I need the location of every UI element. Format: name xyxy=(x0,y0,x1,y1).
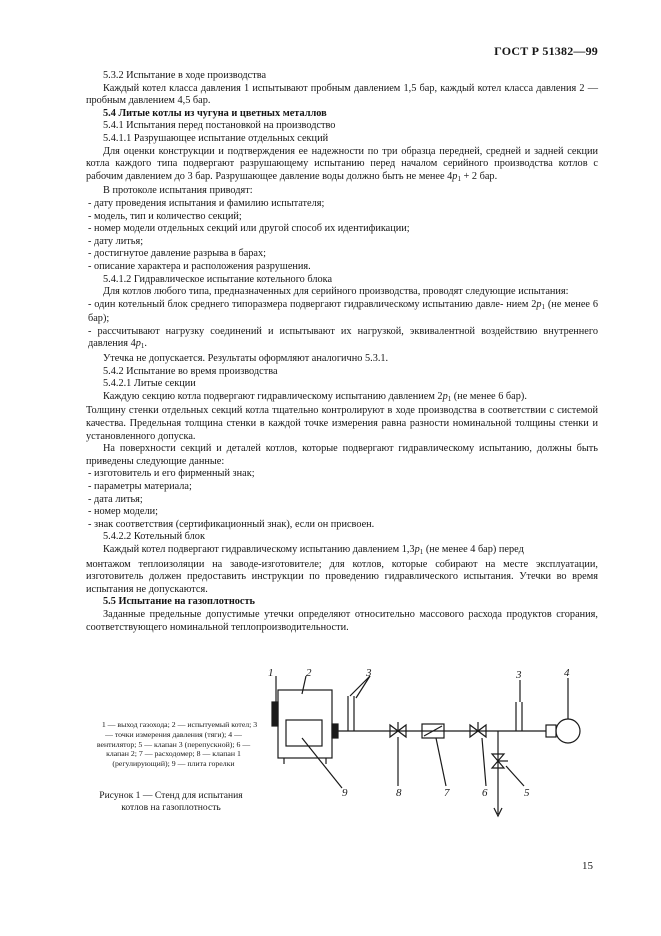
paragraph: Утечка не допускается. Результаты оформляют аналогично 5.3.1. xyxy=(103,353,389,365)
paragraph: Заданные предельные допустимые утечки определяют относительно массового расхода продуктов сгорания, соответствующего номинальной теплопроизводительности. xyxy=(86,608,598,633)
label-9: 9 xyxy=(342,787,348,799)
label-2: 2 xyxy=(306,668,312,679)
paragraph: Каждый котел класса давления 1 испытывают пробным давлением 1,5 бар, каждый котел класса давления 2 — пробным давлением 4,5 бар. xyxy=(86,82,598,107)
section-heading: 5.4.1 Испытания перед постановкой на производство xyxy=(103,120,336,132)
list-item: - рассчитывают нагрузку соединений и испытывают их нагрузкой, эквивалентной воздействию внутреннего давления $4p_1$. xyxy=(88,325,598,351)
burner-plate xyxy=(286,720,322,746)
test-stand-diagram xyxy=(262,668,592,828)
figure-legend: 1 — выход газохода; 2 — испытуемый котел; 3 — точки измерения давления (тяги); 4 — вентилятор; 5 — клапан 3 (перепускной); 6 — клапан 2; 7 — расходомер; 8 — клапан 1 (регулирующий); 9 — плита горелки xyxy=(96,720,258,769)
label-6: 6 xyxy=(482,787,488,799)
flue-outlet xyxy=(272,702,278,726)
label-3a: 3 xyxy=(366,668,372,679)
paragraph: монтажом теплоизоляции на заводе-изготовителе; для котлов, которые собирают на месте эксплуатации, изготовитель должен предоставить инструкции по проведению гидравлического испытания. Утечки во время испытания не допускаются. xyxy=(86,558,598,595)
list-item: - дату проведения испытания и фамилию испытателя; xyxy=(88,197,325,209)
leader-line xyxy=(482,738,486,786)
section-heading: 5.4.1.1 Разрушающее испытание отдельных секций xyxy=(103,132,329,144)
paragraph: Толщину стенки отдельных секций котла тщательно контролируют в ходе производства в соответствии с системой качества. Предельная толщина стенки в каждой точке измерения равна разности номинальной толщины стенки и установленного допуска. xyxy=(86,405,598,442)
section-heading: 5.4 Литые котлы из чугуна и цветных металлов xyxy=(103,107,327,119)
paragraph: Для оценки конструкции и подтверждения ее надежности по три образца передней, средней и задней секции котла каждого типа подвергают разрушающему испытанию перед началом серийного производства котлов с рабочим давлением до 3 бар. Разрушающее давление воды должно быть не менее $4p_1 + 2$ бар. xyxy=(86,145,598,183)
section-heading: 5.4.2.2 Котельный блок xyxy=(103,531,205,543)
fan-housing xyxy=(546,725,556,737)
section-heading: 5.5 Испытание на газоплотность xyxy=(103,596,255,608)
document-body xyxy=(86,70,598,634)
page-number: 15 xyxy=(582,860,593,872)
caption-line: Рисунок 1 — Стенд для испытания xyxy=(99,790,243,801)
list-item: - номер модели отдельных секций или другой способ их идентификации; xyxy=(88,223,410,235)
list-item: - параметры материала; xyxy=(88,481,192,492)
list-item: - описание характера и расположения разрушения. xyxy=(88,260,311,272)
label-4: 4 xyxy=(564,668,570,679)
label-7: 7 xyxy=(444,787,450,799)
standard-header: ГОСТ Р 51382—99 xyxy=(494,44,598,58)
section-heading: 5.4.2 Испытание во время производства xyxy=(103,365,278,377)
list-item: - знак соответствия (сертификационный знак), если он присвоен. xyxy=(88,518,375,530)
leader-line xyxy=(436,738,446,786)
caption-line: котлов на газоплотность xyxy=(121,801,221,813)
list-item: - модель, тип и количество секций; xyxy=(88,210,242,222)
leader-line xyxy=(356,676,370,698)
section-heading: 5.4.2.1 Литые секции xyxy=(103,378,196,390)
paragraph: Каждую секцию котла подвергают гидравлическому испытанию давлением $2p_1$ (не менее 6 бар). xyxy=(103,390,527,403)
fan xyxy=(556,719,580,743)
list-item: - номер модели; xyxy=(88,506,158,518)
paragraph: Для котлов любого типа, предназначенных для серийного производства, проводят следующие испытания: xyxy=(103,286,569,298)
label-1: 1 xyxy=(268,668,274,679)
paragraph: Каждый котел подвергают гидравлическому испытанию давлением $1,3p_1$ (не менее 4 бар) перед xyxy=(103,543,524,556)
label-3b: 3 xyxy=(516,669,522,681)
list-item: - изготовитель и его фирменный знак; xyxy=(88,468,255,480)
leader-line xyxy=(506,766,524,786)
section-heading: 5.3.2 Испытание в ходе производства xyxy=(103,70,267,81)
list-item: - дата литья; xyxy=(88,493,143,505)
list-item: - один котельный блок среднего типоразмера подвергают гидравлическому испытанию давле- нием $2p_1$ (не менее 6 бар); xyxy=(88,298,598,325)
list-item: - достигнутое давление разрыва в барах; xyxy=(88,248,266,260)
label-8: 8 xyxy=(396,787,402,799)
section-heading: 5.4.1.2 Гидравлическое испытание котельного блока xyxy=(103,273,333,285)
leader-line xyxy=(350,676,370,696)
paragraph: В протоколе испытания приводят: xyxy=(103,185,253,197)
list-item: - дату литья; xyxy=(88,235,144,247)
figure-caption xyxy=(86,790,256,813)
inlet-flange xyxy=(332,724,338,738)
paragraph: На поверхности секций и деталей котлов, которые подвергают гидравлическому испытанию, должны быть приведены следующие данные: xyxy=(86,443,598,467)
label-5: 5 xyxy=(524,787,530,799)
